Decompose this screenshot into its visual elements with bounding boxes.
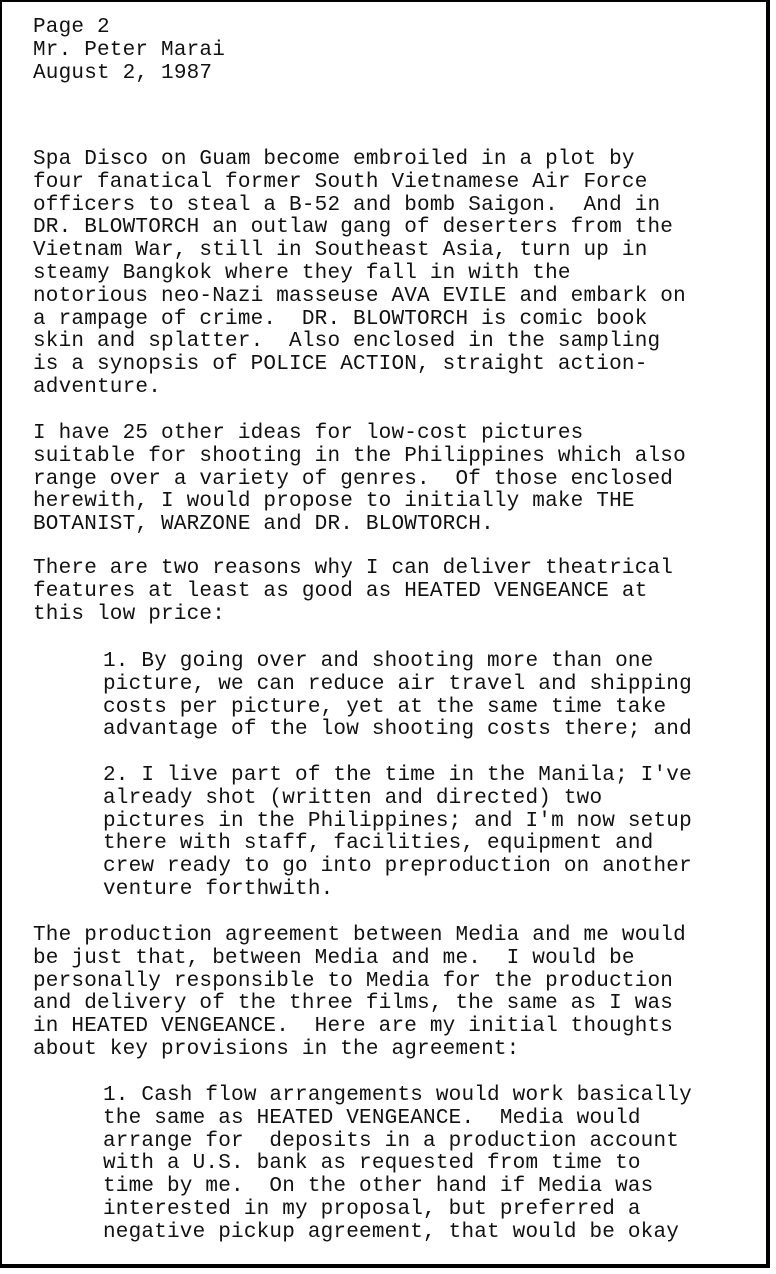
header-date: August 2, 1987: [33, 61, 213, 85]
text-line: 1. Cash flow arrangements would work basically: [103, 1084, 692, 1107]
text-line: 2. I live part of the time in the Manila; I've: [103, 764, 692, 787]
text-line: Spa Disco on Guam become embroiled in a plot by: [33, 148, 635, 171]
text-line: costs per picture, yet at the same time take: [103, 695, 667, 719]
text-line: pictures in the Philippines; and I'm now setup: [103, 809, 692, 833]
text-line: arrange for deposits in a production account: [103, 1129, 680, 1153]
text-line: BOTANIST, WARZONE and DR. BLOWTORCH.: [33, 513, 494, 537]
text-line: a rampage of crime. DR. BLOWTORCH is comic book: [33, 307, 648, 331]
list-item-reason-2: [103, 765, 692, 902]
text-line: picture, we can reduce air travel and shipping: [103, 672, 692, 696]
header-page-number: Page 2: [33, 16, 110, 39]
text-line: interested in my proposal, but preferred a: [103, 1197, 641, 1221]
text-line: four fanatical former South Vietnamese Air Force: [33, 170, 648, 194]
text-line: 1. By going over and shooting more than one: [103, 650, 654, 673]
list-item-reason-1: [103, 651, 692, 742]
text-line: advantage of the low shooting costs there; and: [103, 718, 692, 742]
text-line: crew ready to go into preproduction on another: [103, 855, 692, 879]
text-line: in HEATED VENGEANCE. Here are my initial thoughts: [33, 1015, 674, 1039]
text-line: time by me. On the other hand if Media was: [103, 1175, 654, 1199]
text-line: venture forthwith.: [103, 877, 334, 901]
text-line: officers to steal a B-52 and bomb Saigon. And in: [33, 193, 661, 217]
text-line: and delivery of the three films, the same as I was: [33, 992, 674, 1016]
text-line: the same as HEATED VENGEANCE. Media would: [103, 1106, 641, 1130]
text-line: features at least as good as HEATED VENGEANCE at: [33, 579, 648, 603]
text-line: There are two reasons why I can deliver theatrical: [33, 557, 674, 580]
text-line: Vietnam War, still in Southeast Asia, turn up in: [33, 239, 648, 263]
text-line: already shot (written and directed) two: [103, 786, 603, 810]
text-line: suitable for shooting in the Philippines which also: [33, 444, 686, 468]
paragraph-production-agreement: [33, 925, 686, 1062]
text-line: there with staff, facilities, equipment and: [103, 832, 654, 856]
text-line: I have 25 other ideas for low-cost pictures: [33, 422, 584, 445]
text-line: this low price:: [33, 602, 226, 626]
text-line: be just that, between Media and me. I would be: [33, 946, 635, 970]
text-line: personally responsible to Media for the production: [33, 969, 674, 993]
paragraph-spa-disco: [33, 149, 686, 400]
text-line: notorious neo-Nazi masseuse AVA EVILE and embark on: [33, 284, 686, 308]
text-line: herewith, I would propose to initially make THE: [33, 490, 635, 514]
text-line: about key provisions in the agreement:: [33, 1037, 520, 1061]
text-line: The production agreement between Media and me would: [33, 924, 686, 947]
text-line: skin and splatter. Also enclosed in the sampling: [33, 330, 661, 354]
text-line: negative pickup agreement, that would be okay: [103, 1220, 680, 1244]
header-recipient: Mr. Peter Marai: [33, 38, 226, 62]
paragraph-other-ideas: [33, 423, 686, 537]
paragraph-two-reasons: [33, 558, 673, 626]
text-line: adventure.: [33, 375, 162, 399]
text-line: range over a variety of genres. Of those enclosed: [33, 467, 674, 491]
text-line: steamy Bangkok where they fall in with the: [33, 261, 571, 285]
text-line: with a U.S. bank as requested from time to: [103, 1152, 641, 1176]
text-line: is a synopsis of POLICE ACTION, straight action-: [33, 353, 648, 377]
list-item-cash-flow: [103, 1085, 692, 1245]
text-line: DR. BLOWTORCH an outlaw gang of deserters from the: [33, 216, 674, 240]
letter-header: [33, 17, 225, 85]
